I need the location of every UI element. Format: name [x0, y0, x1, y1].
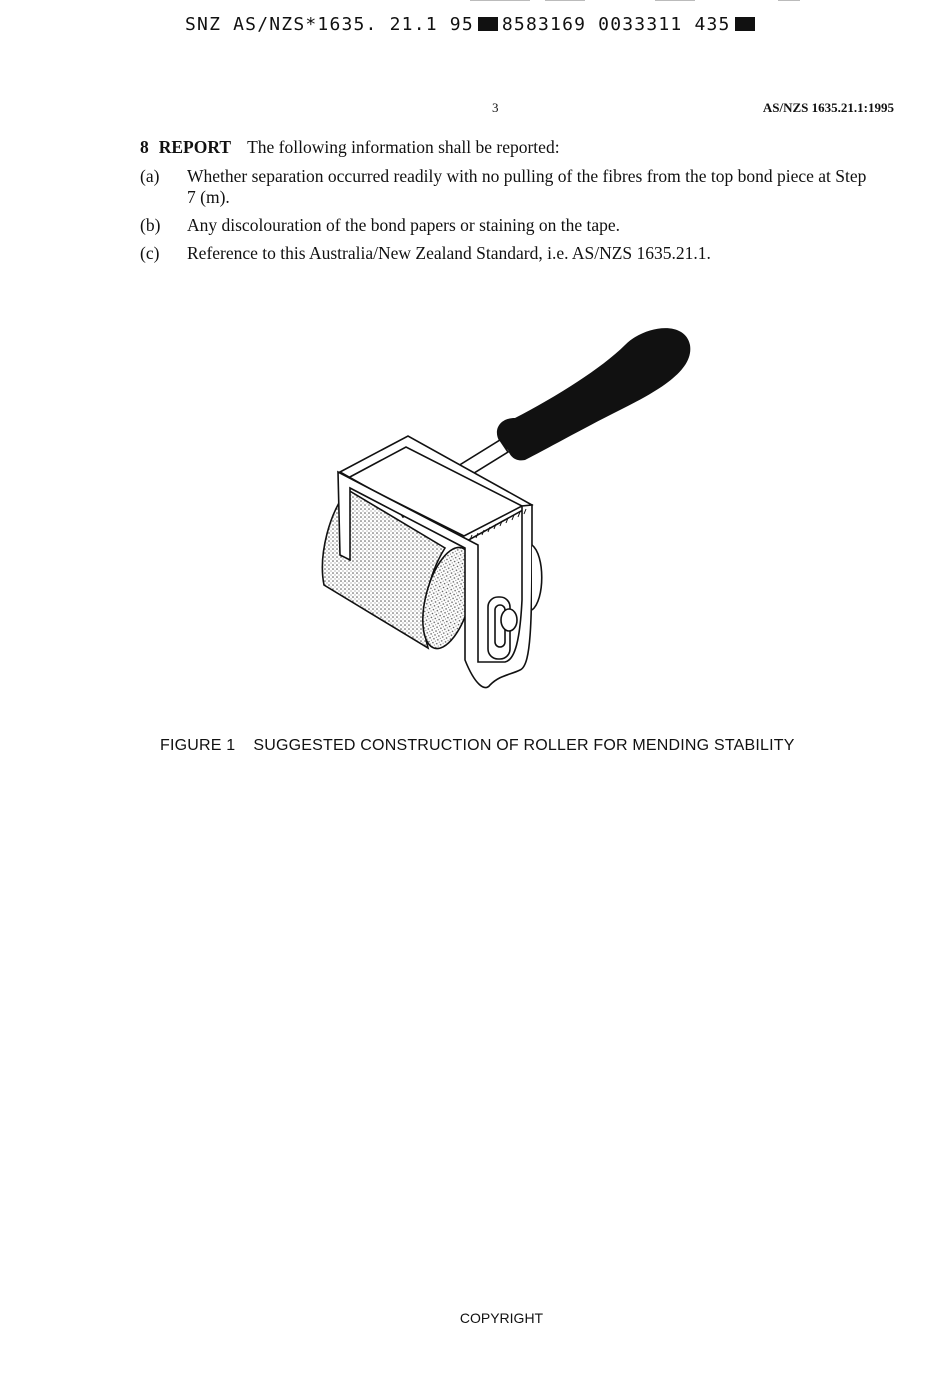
roller-axle-slot [488, 597, 517, 659]
section-heading [140, 137, 560, 158]
list-item [140, 243, 860, 265]
stamp-prefix: SNZ AS/NZS*1635. 21.1 95 [185, 14, 474, 35]
list-item-label: (a) [140, 166, 160, 186]
page-number: 3 [492, 100, 499, 115]
figure-caption-text: SUGGESTED CONSTRUCTION OF ROLLER FOR MENDING STABILITY [253, 737, 795, 754]
list-item [140, 166, 867, 210]
scan-edge-line [778, 0, 800, 1]
scan-edge-line [470, 0, 530, 1]
list-item [140, 215, 860, 237]
stamp-block-mark [478, 17, 498, 31]
figure-number: FIGURE 1 [160, 737, 236, 754]
section-intro: The following information shall be reported: [247, 137, 560, 157]
scan-edge-line [655, 0, 695, 1]
roller-illustration [300, 300, 720, 720]
list-item-label: (b) [140, 215, 161, 235]
stamp-block-mark [735, 17, 755, 31]
list-item-text: Any discolouration of the bond papers or staining on the tape. [187, 215, 621, 235]
document-stamp [185, 14, 759, 35]
section-title: REPORT [158, 137, 232, 157]
roller-handle-grip [497, 328, 690, 460]
section-number: 8 [140, 137, 149, 157]
standard-reference: AS/NZS 1635.21.1:1995 [762, 100, 894, 115]
scan-edge-line [545, 0, 585, 1]
figure-caption [160, 737, 795, 755]
list-item-text: Reference to this Australia/New Zealand Standard, i.e. AS/NZS 1635.21.1. [187, 243, 711, 263]
list-item-label: (c) [140, 243, 160, 263]
list-item-text: Whether separation occurred readily with no pulling of the fibres from the top bond piece at Step 7 (m). [187, 166, 867, 207]
copyright-footer: COPYRIGHT [459, 1310, 544, 1326]
stamp-number: 8583169 0033311 435 [501, 14, 731, 35]
